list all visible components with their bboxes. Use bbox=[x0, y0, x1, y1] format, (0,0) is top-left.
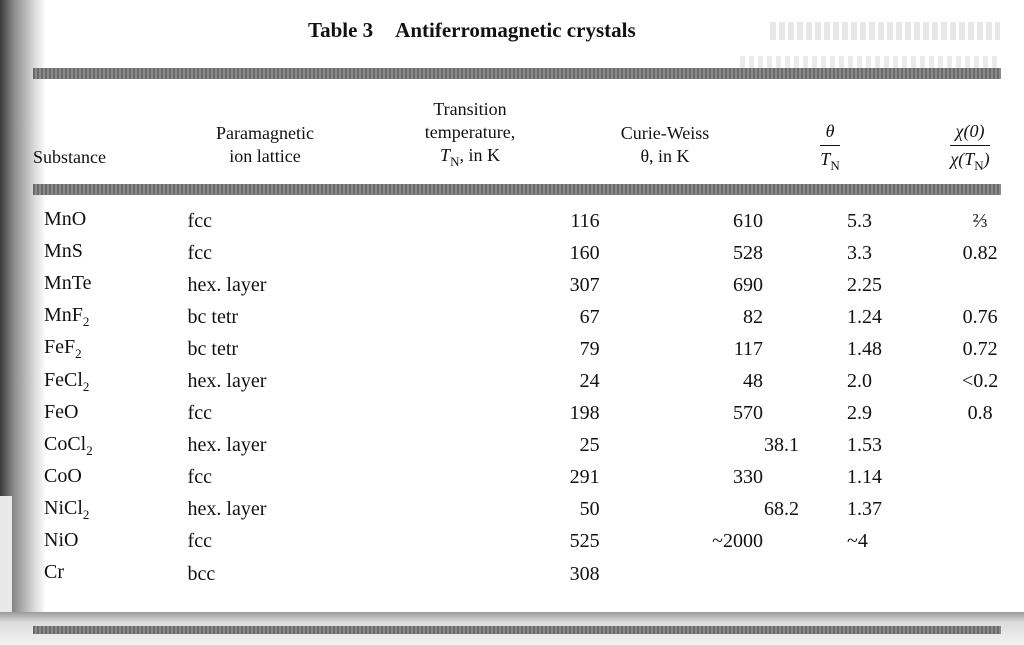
header-rule bbox=[33, 184, 1001, 195]
header-substance: Substance bbox=[33, 147, 106, 167]
curie-weiss-cell: 38.1 bbox=[764, 434, 799, 457]
curie-weiss-cell: 610 bbox=[733, 209, 763, 232]
theta-ratio-cell: 2.9 bbox=[847, 402, 872, 425]
table-row bbox=[44, 494, 1024, 526]
curie-weiss-cell: 117 bbox=[733, 337, 763, 360]
lattice-cell: hex. layer bbox=[187, 434, 267, 457]
chi-ratio-cell bbox=[936, 430, 1024, 462]
theta-ratio-cell: 2.25 bbox=[847, 273, 882, 296]
header-chi-ratio: $\frac{\chi(0)}{\chi(T_N)}$ bbox=[950, 121, 990, 173]
table-number: Table 3 bbox=[308, 18, 374, 42]
lattice-cell: bc tetr bbox=[187, 305, 239, 328]
substance-cell: MnF$_2$ bbox=[44, 304, 90, 330]
transition-temperature-cell: 198 bbox=[569, 402, 600, 425]
chi-ratio-cell: 0.8 bbox=[967, 402, 993, 425]
chi-ratio-cell bbox=[936, 462, 1024, 494]
lattice-cell: bcc bbox=[187, 562, 216, 585]
theta-ratio-cell: 1.53 bbox=[847, 434, 882, 457]
bottom-rule-2 bbox=[33, 626, 1001, 634]
header-lattice: Paramagnetic ion lattice bbox=[216, 123, 314, 166]
table-row bbox=[44, 301, 1024, 333]
table-caption bbox=[308, 18, 636, 43]
transition-temperature-cell: 308 bbox=[569, 562, 600, 585]
lattice-cell: fcc bbox=[187, 466, 212, 489]
table-row bbox=[44, 205, 1024, 237]
transition-temperature-cell: 79 bbox=[579, 337, 600, 360]
chi-ratio-cell: <0.2 bbox=[961, 370, 999, 393]
table-row bbox=[44, 333, 1024, 365]
table-row bbox=[44, 558, 1024, 590]
theta-ratio-cell: 1.37 bbox=[847, 498, 882, 521]
curie-weiss-cell: ~2000 bbox=[712, 530, 763, 553]
substance-cell: MnS bbox=[44, 240, 83, 263]
bleed-through bbox=[770, 22, 1000, 40]
table-row bbox=[44, 430, 1024, 462]
substance-cell: Cr bbox=[44, 561, 64, 584]
substance-cell: CoO bbox=[44, 464, 82, 487]
curie-weiss-cell: 82 bbox=[743, 305, 763, 328]
chi-ratio-cell bbox=[936, 558, 1024, 590]
lattice-cell: hex. layer bbox=[187, 498, 267, 521]
table-row bbox=[44, 526, 1024, 558]
transition-temperature-cell: 67 bbox=[579, 305, 600, 328]
transition-temperature-cell: 24 bbox=[579, 370, 600, 393]
chi-ratio-cell bbox=[936, 526, 1024, 558]
lattice-cell: fcc bbox=[187, 402, 212, 425]
lattice-cell: fcc bbox=[187, 241, 212, 264]
transition-temperature-cell: 50 bbox=[579, 498, 600, 521]
substance-cell: MnTe bbox=[44, 272, 92, 295]
theta-ratio-cell bbox=[799, 558, 936, 590]
header-curie-weiss: Curie-Weiss θ, in K bbox=[620, 123, 710, 166]
theta-ratio-cell: 1.48 bbox=[847, 337, 882, 360]
table-row bbox=[44, 269, 1024, 301]
theta-ratio-cell: 2.0 bbox=[847, 370, 872, 393]
transition-temperature-cell: 160 bbox=[569, 241, 600, 264]
substance-cell: NiO bbox=[44, 528, 79, 551]
lattice-cell: fcc bbox=[187, 530, 212, 553]
table-row bbox=[44, 237, 1024, 269]
substance-cell: FeO bbox=[44, 400, 79, 423]
lattice-cell: hex. layer bbox=[187, 273, 267, 296]
theta-ratio-cell: 1.24 bbox=[847, 305, 882, 328]
curie-weiss-cell: 528 bbox=[733, 241, 763, 264]
curie-weiss-cell: 570 bbox=[733, 402, 763, 425]
curie-weiss-cell: 48 bbox=[743, 370, 763, 393]
scan-margin bbox=[0, 496, 12, 626]
substance-cell: FeF$_2$ bbox=[44, 336, 82, 362]
curie-weiss-cell: 330 bbox=[733, 466, 763, 489]
lattice-cell: fcc bbox=[187, 209, 212, 232]
lattice-cell: bc tetr bbox=[187, 337, 239, 360]
curie-weiss-cell: 68.2 bbox=[764, 498, 799, 521]
transition-temperature-cell: 116 bbox=[570, 209, 600, 232]
transition-temperature-cell: 525 bbox=[569, 530, 600, 553]
header-theta-ratio: $\frac{\theta}{T_N}$ bbox=[820, 121, 840, 173]
table-row bbox=[44, 398, 1024, 430]
header-transition-temperature: Transition temperature, $T_N$, in K bbox=[424, 99, 516, 169]
data-table bbox=[44, 205, 1024, 590]
transition-temperature-cell: 307 bbox=[569, 273, 600, 296]
theta-ratio-cell: 3.3 bbox=[847, 241, 872, 264]
substance-cell: FeCl$_2$ bbox=[44, 368, 90, 394]
theta-ratio-cell: 1.14 bbox=[847, 466, 882, 489]
chi-ratio-cell: 0.82 bbox=[962, 241, 998, 264]
theta-ratio-cell: 5.3 bbox=[847, 209, 872, 232]
substance-cell: NiCl$_2$ bbox=[44, 496, 90, 522]
chi-ratio-cell bbox=[936, 269, 1024, 301]
lattice-cell: hex. layer bbox=[187, 370, 267, 393]
chi-ratio-cell: 0.72 bbox=[962, 337, 998, 360]
transition-temperature-cell: 25 bbox=[579, 434, 600, 457]
table-title: Antiferromagnetic crystals bbox=[395, 18, 636, 42]
curie-weiss-cell: 690 bbox=[733, 273, 763, 296]
chi-ratio-cell: ⅔ bbox=[972, 209, 988, 232]
substance-cell: CoCl$_2$ bbox=[44, 432, 93, 458]
top-rule bbox=[33, 68, 1001, 79]
chi-ratio-cell: 0.76 bbox=[962, 305, 998, 328]
curie-weiss-cell bbox=[600, 558, 799, 590]
transition-temperature-cell: 291 bbox=[569, 466, 600, 489]
chi-ratio-cell bbox=[936, 494, 1024, 526]
table-row bbox=[44, 365, 1024, 397]
table-row bbox=[44, 462, 1024, 494]
substance-cell: MnO bbox=[44, 208, 87, 231]
theta-ratio-cell: ~4 bbox=[847, 530, 868, 553]
